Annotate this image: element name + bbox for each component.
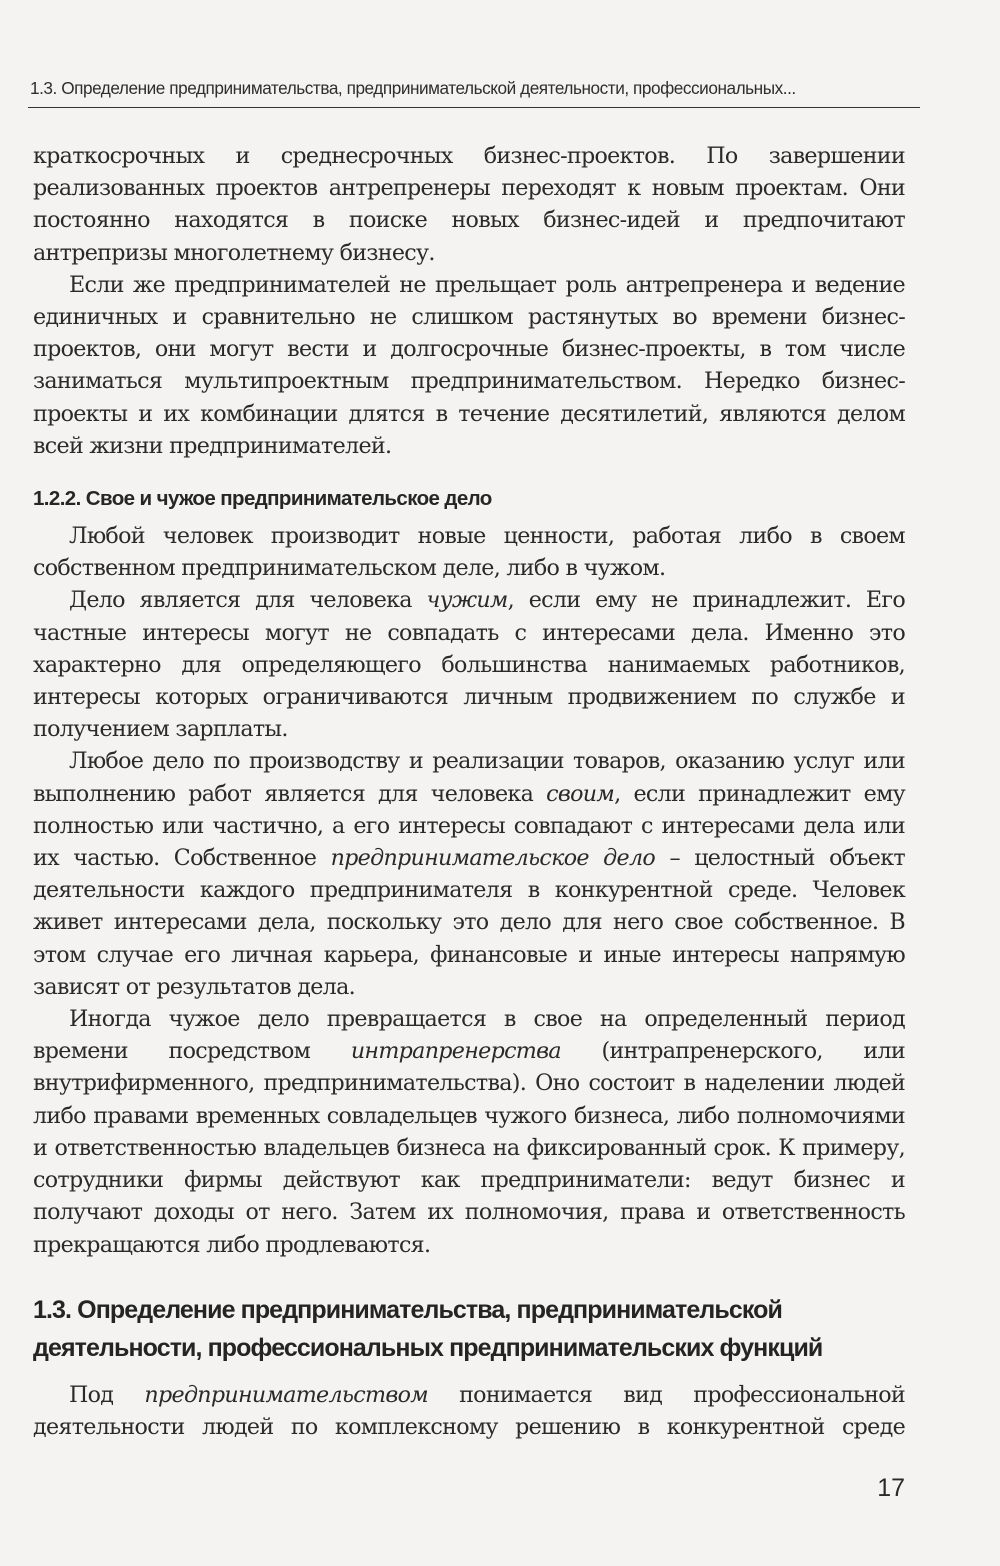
paragraph-own-business [33,745,905,1003]
text-run: , если ему не принадлежит. Его частные интересы могут не совпадать с интересами дела. Именно это характерно для определяющего большинства нанимаемых работников, интересы которых ограничиваются личным продвижением по службе и получением зарплаты. [33,587,905,743]
paragraph-foreign-business [33,584,905,745]
page-body [33,140,905,1443]
page-number: 17 [877,1474,905,1502]
paragraph-definition [33,1379,905,1443]
text-run: , если принадлежит ему полностью или частично, а его интересы совпадают с интересами дела или их частью. Собственное [33,780,905,872]
text-run: Дело является для человека [69,587,427,614]
text-run: Любое дело по производству и реализации товаров, оказанию услуг или выполнению работ является для человека [33,748,905,807]
term-entrepreneurial-business: предпринимательское дело [330,845,656,872]
section-heading-line-2: деятельности, профессиональных предпринимательских функций [33,1333,823,1362]
term-alien: чужим [426,587,508,614]
paragraph-entrepreneur-roles: Если же предпринимателей не прельщает роль антрепренера и ведение единичных и сравнительно не слишком растянутых во времени бизнес-проектов, они могут вести и долгосрочные бизнес-проекты, в том числе заниматься мультипроектным предпринимательством. Нередко бизнес-проекты и их комбинации длятся в течение десятилетий, являются делом всей жизни предпринимателей. [33,271,905,459]
text-run: (интрапренерского, или внутрифирменного, предпринимательства). Оно состоит в наделении людей либо правами временных совладельцев чужого бизнеса, либо полномочиями и ответственностью владельцев бизнеса на фиксированный срок. К примеру, сотрудники фирмы действуют как предприниматели: ведут бизнес и получают доходы от него. Затем их полномочия, права и ответственность прекращаются либо продлеваются. [33,1038,905,1258]
paragraph-intrapreneurship [33,1003,905,1261]
header-rule [28,107,920,108]
term-intrapreneurship: интрапренерства [350,1038,561,1065]
paragraph-any-person: Любой человек производит новые ценности, работая либо в своем собственном предпринимательском деле, либо в чужом. [33,523,905,582]
term-own: своим [546,780,615,807]
text-run: понимается вид профессиональной деятельности людей по комплексному решению в конкурентной среде [33,1381,905,1440]
text-run: Под [69,1381,145,1408]
section-heading [33,1291,905,1367]
subsection-heading: 1.2.2. Свое и чужое предпринимательское дело [33,487,492,511]
text-run: – целостный объект деятельности каждого предпринимателя в конкурентной среде. Человек живет интересами дела, поскольку это дело для него свое собственное. В этом случае его личная карьера, финансовые и иные интересы напрямую зависят от результатов дела. [33,845,905,1000]
text-run: Иногда чужое дело превращается в свое на определенный период времени посредством [33,1006,905,1065]
running-head: 1.3. Определение предпринимательства, предпринимательской деятельности, профессиональных... [30,78,796,98]
section-heading-line-1: 1.3. Определение предпринимательства, предпринимательской [33,1295,782,1324]
term-entrepreneurship: предпринимательством [144,1381,428,1408]
paragraph-continuation: краткосрочных и среднесрочных бизнес-проектов. По завершении реализованных проектов антрепренеры переходят к новым проектам. Они постоянно находятся в поиске новых бизнес-идей и предпочитают антрепризы многолетнему бизнесу. [33,143,905,266]
